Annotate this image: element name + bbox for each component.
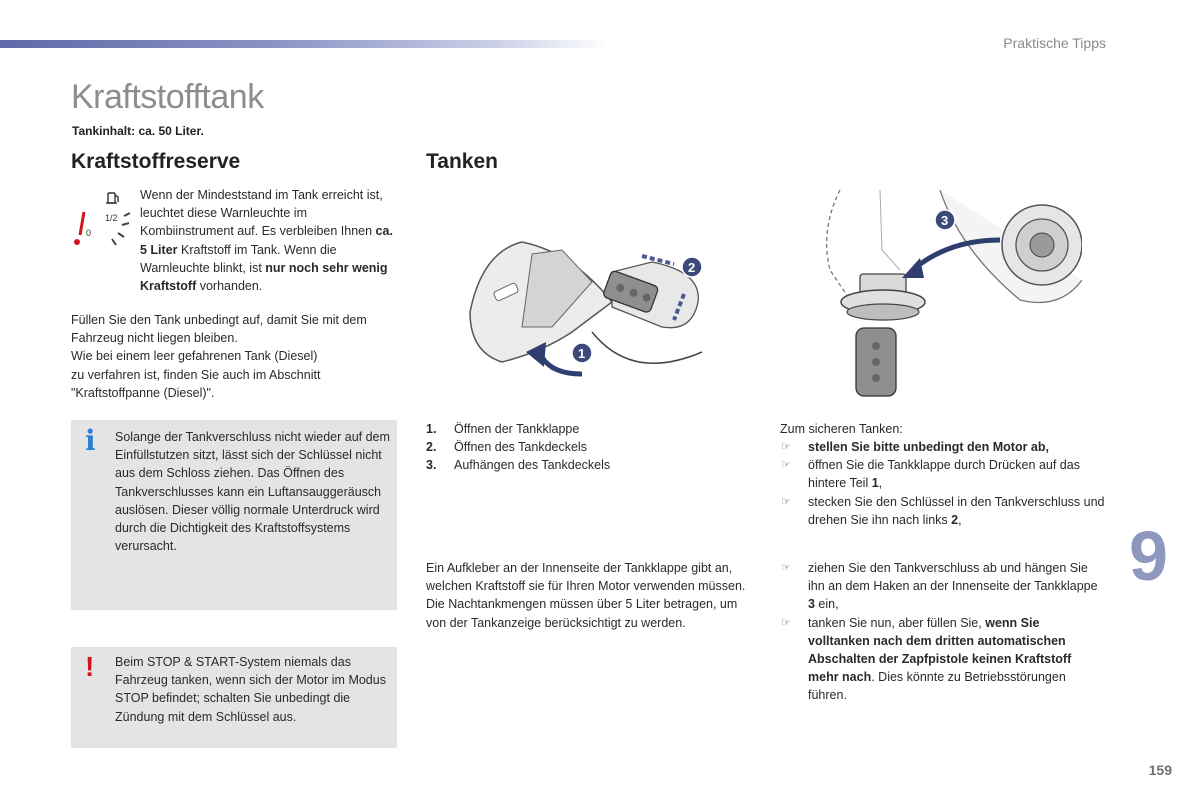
reserve-intro: Wenn der Mindeststand im Tank erreicht ist, leuchtet diese Warnleuchte im Kombiinstrument auf. Es verbleiben Ihnen ca. 5 Liter Kraftstoff im Tank. Wenn die Warnleuchte blinkt, ist nur noch sehr wenig Kraftstoff vorhanden. — [140, 188, 393, 294]
info-box — [71, 420, 397, 610]
page-number: 159 — [1148, 762, 1172, 778]
safe-refuel-intro: Zum sicheren Tanken: — [780, 422, 903, 436]
list-item: 3. Aufhängen des Tankdeckels — [426, 458, 611, 473]
list-item: ☞ stecken Sie den Schlüssel in den Tankverschluss und drehen Sie ihn nach links 2, — [781, 494, 1105, 527]
safe-refuel-list-2 — [780, 559, 1100, 705]
fuel-pump-icon — [106, 193, 118, 203]
safe-refuel-list-1 — [780, 438, 1110, 529]
warning-box — [71, 647, 397, 748]
list-item: ☞ tanken Sie nun, aber füllen Sie, wenn Sie volltanken nach dem dritten automatischen Abschalten der Zapfpistole keinen Kraftstoff mehr nach. Dies könnte zu Betriebsstörungen führen. — [781, 615, 1072, 703]
fuel-flap-illustration — [462, 232, 722, 384]
refuel-heading: Tanken — [426, 150, 498, 173]
sticker-text: Ein Aufkleber an der Innenseite der Tankklappe gibt an, welchen Kraftstoff sie für Ihren Motor verwenden müssen. Die Nachtankmengen müssen über 5 Liter betragen, um von der Tankanzeige berücksichtigt zu werden. — [426, 561, 746, 630]
list-item: ☞ öffnen Sie die Tankklappe durch Drücken auf das hintere Teil 1, — [781, 458, 1080, 491]
page-title: Kraftstofftank — [71, 78, 264, 116]
gauge-half-label: 1/2 — [105, 213, 118, 223]
info-text: Solange der Tankverschluss nicht wieder auf dem Einfüllstutzen sitzt, lässt sich der Schlüssel nicht aus dem Schloss ziehen. Das Öffnen des Tankverschlusses kann ein Luftansauggeräusch auslösen. Dieser völlig normale Unterdruck wird durch die Dichtigkeit des Kraftstoffsystems verursacht. — [115, 430, 390, 554]
chapter-number: 9 — [1129, 517, 1168, 595]
refuel-steps — [426, 420, 610, 475]
list-item: ☞ ziehen Sie den Tankverschluss ab und hängen Sie ihn an dem Haken an der Innenseite der Tankklappe 3 ein, — [781, 561, 1098, 612]
warning-text: Beim STOP & START-System niemals das Fahrzeug tanken, wenn sich der Motor im Modus STOP befindet; schalten Sie unbedingt die Zündung mit dem Schlüssel aus. — [115, 655, 386, 724]
list-item: ☞ stellen Sie bitte unbedingt den Motor ab, — [781, 440, 1049, 454]
svg-text:3: 3 — [941, 213, 949, 228]
list-item: 2. Öffnen des Tankdeckels — [426, 440, 587, 455]
info-icon: i — [85, 424, 96, 457]
fuel-cap-illustration — [820, 190, 1082, 400]
reserve-fill-text: Füllen Sie den Tank unbedingt auf, damit Sie mit dem Fahrzeug nicht liegen bleiben. Wie bei einem leer gefahrenen Tank (Diesel) zu verfahren ist, finden Sie auch im Abschnitt "Kraftstoffpanne (Diesel)". — [71, 313, 367, 400]
header-accent-bar — [0, 40, 610, 48]
list-item: 1. Öffnen der Tankklappe — [426, 422, 580, 436]
warning-lamp-icon — [74, 239, 80, 245]
section-label: Praktische Tipps — [1003, 35, 1106, 51]
gauge-zero-label: 0 — [86, 228, 92, 238]
warning-icon: ! — [85, 651, 95, 682]
svg-text:2: 2 — [688, 260, 696, 275]
fuel-gauge-icon — [70, 190, 136, 252]
svg-text:1: 1 — [578, 346, 586, 361]
tank-capacity: Tankinhalt: ca. 50 Liter. — [72, 124, 204, 138]
reserve-heading: Kraftstoffreserve — [71, 150, 241, 173]
